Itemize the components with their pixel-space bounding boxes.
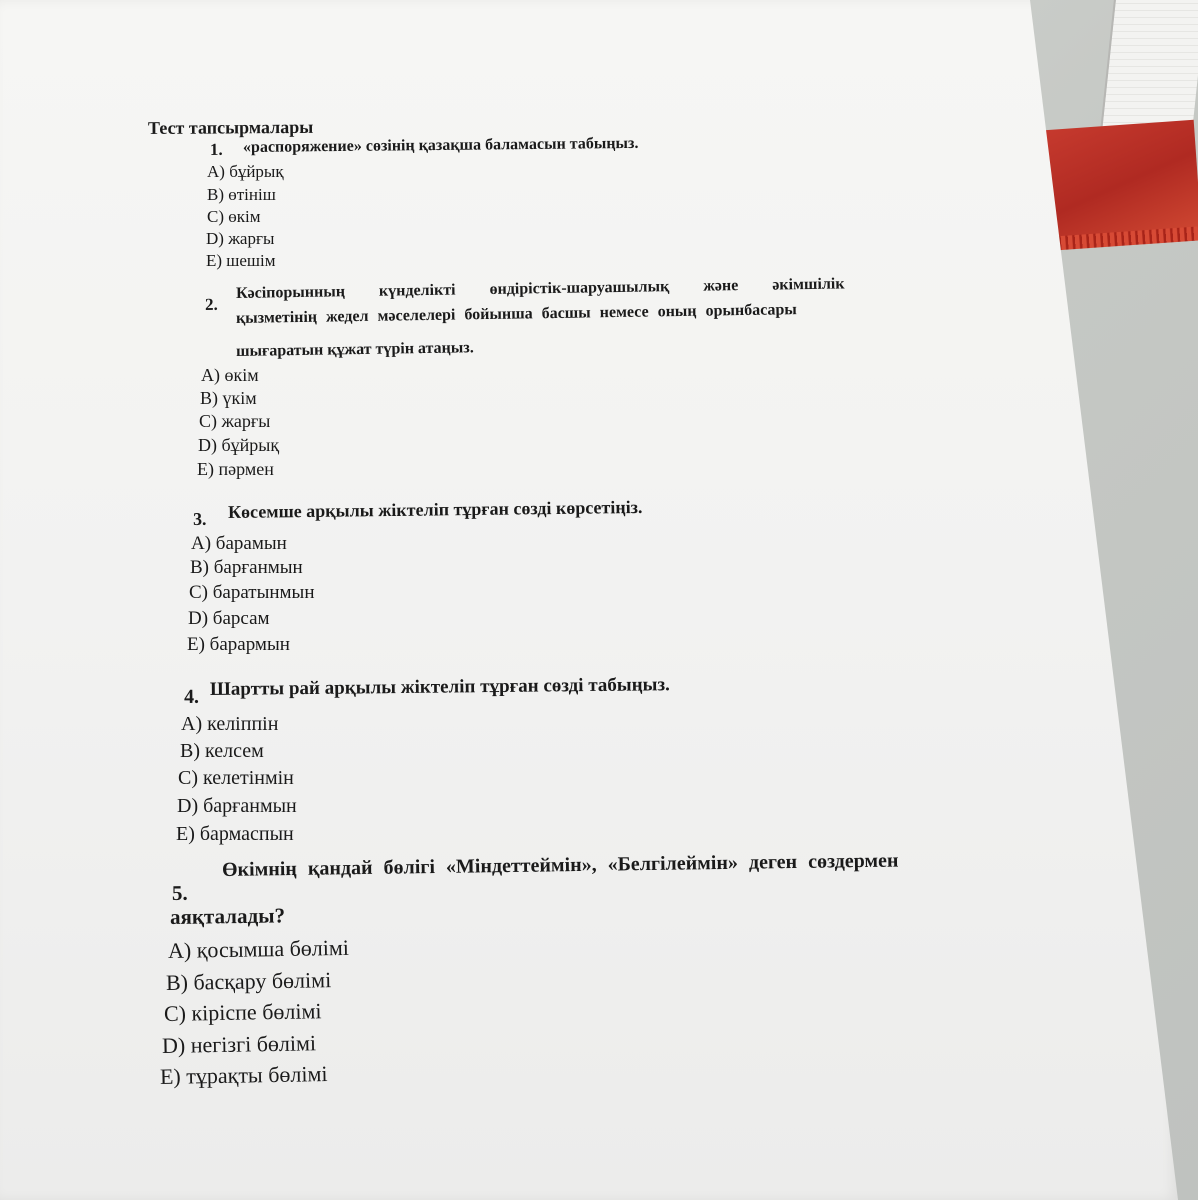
question-5-option-e: E) тұрақты бөлімі [159,1061,328,1089]
question-4-text: Шартты рай арқылы жіктеліп тұрған сөзді табыңыз. [209,674,670,700]
question-4-number: 4. [183,685,200,708]
question-4-option-e: E) бармаспын [176,823,294,845]
question-3-option-a: A) барамын [191,533,287,554]
question-5-option-b: B) басқару бөлімі [165,967,332,995]
question-3-option-c: C) баратынмын [189,582,315,603]
question-2-option-e: E) пәрмен [197,459,274,479]
question-3-option-e: E) барармын [187,634,290,655]
question-5-option-a: A) қосымша бөлімі [167,934,350,963]
question-1-option-c: C) өкім [207,207,261,226]
question-1-option-b: B) өтініш [207,185,276,204]
question-3-option-b: B) барғанмын [190,557,303,578]
question-1-option-a: A) бұйрық [207,162,284,181]
question-5-option-c: C) кіріспе бөлімі [163,998,322,1026]
question-2-option-a: A) өкім [201,365,259,385]
question-2-number: 2. [204,294,218,314]
question-4-option-c: C) келетінмін [178,767,294,789]
question-2-text-line-2: қызметінің жедел мәселелері бойынша басшы немесе оның орынбасары [235,301,797,327]
question-1-option-d: D) жарғы [206,229,275,248]
question-1-text: «распоряжение» сөзінің қазақша баламасын табыңыз. [242,134,639,156]
question-4-option-d: D) барғанмын [177,795,297,817]
question-4-option-a: A) келіппін [181,713,279,735]
question-2-text-line-1: Кәсіпорынның күнделікті өндірістік-шаруашылық және әкімшілік [235,275,845,302]
question-5-text-line-2: аяқталады? [169,903,286,929]
question-3-number: 3. [192,508,207,529]
page-title: Тест тапсырмалары [147,116,314,138]
question-2-option-c: C) жарғы [199,411,271,431]
question-5-number: 5. [171,880,188,905]
question-1-option-e: E) шешім [206,251,276,270]
question-3-option-d: D) барсам [188,608,270,629]
question-4-option-b: B) келсем [180,740,264,762]
question-3-text: Көсемше арқылы жіктеліп тұрған сөзді көрсетіңіз. [227,496,643,522]
question-2-option-b: B) үкім [200,388,257,408]
question-2-option-d: D) бұйрық [198,435,280,455]
question-2-text-line-3: шығаратын құжат түрін атаңыз. [235,339,474,360]
question-5-text-line-1: Өкімнің қандай бөлігі «Міндеттеймін», «Белгілеймін» деген сөздермен [221,849,899,881]
question-5-option-d: D) негізгі бөлімі [161,1030,317,1058]
question-1-number: 1. [209,139,223,159]
